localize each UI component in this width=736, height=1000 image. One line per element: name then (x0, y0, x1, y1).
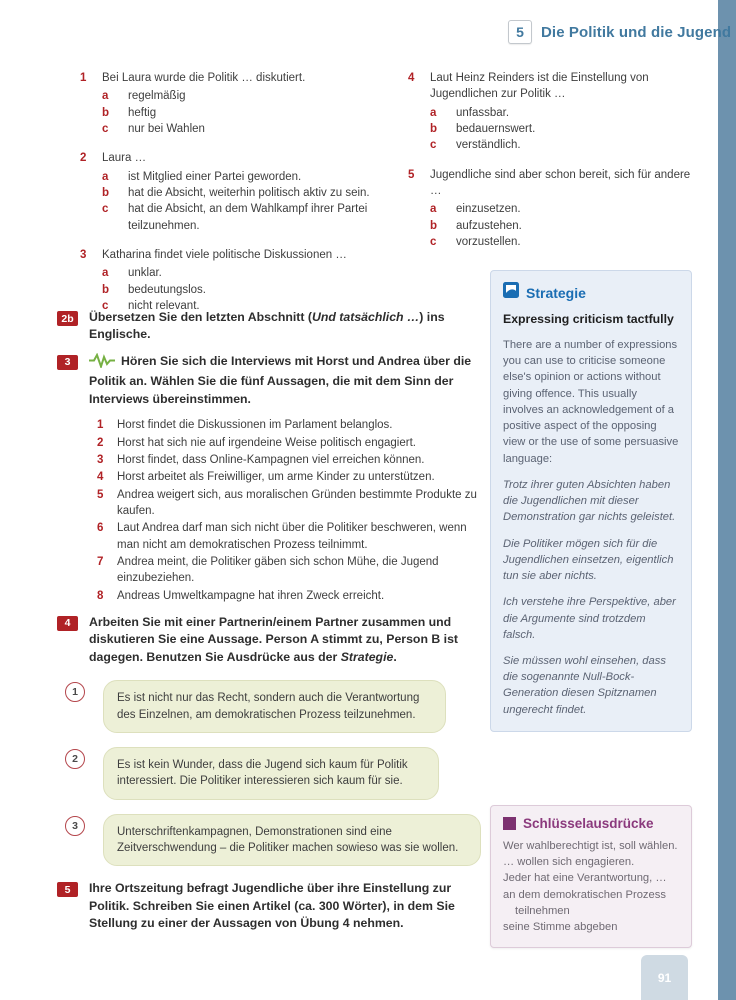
question-number: 5 (408, 168, 415, 181)
key-expression-line: an dem demokratischen Prozess (503, 888, 666, 901)
exercise-badge: 4 (57, 616, 78, 631)
question-2 (80, 150, 408, 234)
question-3 (80, 247, 408, 314)
option-text: nicht relevant. (128, 299, 200, 312)
key-expression-line: teilnehmen (515, 904, 570, 917)
option-a (430, 105, 692, 121)
option-a (102, 265, 408, 281)
instruction-italic: Und tatsächlich … (311, 310, 420, 324)
audio-waveform-icon (89, 353, 115, 373)
option-b (430, 218, 692, 234)
option-text: unfassbar. (456, 106, 510, 119)
option-c (102, 201, 408, 234)
statement-1 (65, 680, 481, 733)
option-text: aufzustehen. (456, 219, 522, 232)
instruction-text: Arbeiten Sie mit einer Partnerin/einem Partner zusammen und diskutieren Sie eine Aussage. Person A stimmt zu, Person B ist dagegen. Benutzen Sie Ausdrücke aus der (89, 614, 459, 664)
exercise-column (57, 309, 481, 942)
instruction-text: . (393, 649, 397, 664)
strategy-box (490, 270, 692, 732)
option-letter: b (102, 283, 110, 296)
strategy-subtitle: Expressing criticism tactfully (503, 312, 674, 326)
option-letter: c (102, 203, 109, 216)
option-letter: a (102, 170, 109, 183)
exercise-instruction (89, 309, 481, 344)
strategy-example: Die Politiker mögen sich für die Jugendlichen einsetzen, eigentlich tun sie aber nichts. (503, 537, 674, 583)
option-text: vorzustellen. (456, 235, 521, 248)
exercise-2b (57, 309, 481, 344)
option-letter: a (430, 203, 437, 216)
option-letter: b (430, 122, 438, 135)
page-number: 91 (641, 955, 688, 1000)
option-b (102, 282, 408, 298)
question-4 (408, 70, 692, 154)
option-a (102, 88, 408, 104)
question-1 (80, 70, 408, 137)
option-letter: c (430, 139, 437, 152)
purple-square-icon (503, 817, 516, 830)
statement-3 (65, 814, 481, 867)
unit-number-badge: 5 (508, 20, 532, 44)
option-letter: a (102, 90, 109, 103)
option-text: heftig (128, 106, 157, 119)
item-number: 5 (97, 488, 104, 501)
speech-bubble: Es ist nicht nur das Recht, sondern auch die Verantwortung des Einzelnen, am demokratischen Prozess teilzunehmen. (103, 680, 446, 733)
item-text: Horst arbeitet als Freiwilliger, um arme Kinder zu unterstützen. (117, 471, 435, 484)
strategy-example: Trotz ihrer guten Absichten haben die Jugendlichen mit dieser Demonstration gar nichts geleistet. (503, 478, 676, 524)
exercise-badge: 5 (57, 882, 78, 897)
option-letter: a (102, 267, 109, 280)
option-c (430, 234, 692, 250)
key-expressions-header (503, 816, 679, 831)
question-number: 1 (80, 72, 87, 84)
exercise-badge: 2b (57, 311, 78, 326)
option-b (430, 121, 692, 137)
statement-number-circle: 3 (65, 816, 85, 836)
item-text: Laut Andrea darf man sich nicht über die Politiker beschweren, wenn man nicht am demokratischen Prozess teilnimmt. (117, 522, 467, 551)
question-number: 2 (80, 152, 87, 165)
page-title: Die Politik und die Jugend (541, 23, 732, 41)
speech-bubble: Es ist kein Wunder, dass die Jugend sich kaum für Politik interessiert. Die Politiker interessieren sich kaum für sie. (103, 747, 439, 800)
option-text: bedauernswert. (456, 122, 536, 135)
instruction-italic: Strategie (340, 649, 394, 664)
list-item (97, 417, 481, 433)
question-text: Laut Heinz Reinders ist die Einstellung von Jugendlichen zur Politik … (430, 72, 649, 101)
list-item (97, 452, 481, 468)
question-text: Laura … (102, 152, 147, 165)
item-number: 7 (97, 555, 104, 568)
key-expressions-title: Schlüsselausdrücke (523, 816, 654, 831)
option-a (430, 201, 692, 217)
option-c (102, 121, 408, 137)
option-text: hat die Absicht, weiterhin politisch aktiv zu sein. (128, 186, 370, 199)
item-text: Horst hat sich nie auf irgendeine Weise politisch engagiert. (117, 436, 416, 449)
exercise-instruction (89, 353, 481, 408)
item-number: 2 (97, 436, 104, 449)
item-text: Horst findet, dass Online-Kampagnen viel erreichen können. (117, 453, 425, 466)
strategy-header (503, 282, 679, 303)
option-letter: b (102, 186, 110, 199)
question-number: 3 (80, 248, 87, 261)
strategy-example: Sie müssen wohl einsehen, dass die sogenannte Null-Bock-Generation diesen Spitznamen ungerecht findet. (503, 654, 666, 716)
option-letter: b (430, 219, 438, 232)
item-text: Andrea weigert sich, aus moralischen Gründen bestimmte Produkte zu kaufen. (117, 488, 477, 517)
page-edge-bar (718, 0, 736, 1000)
option-text: ist Mitglied einer Partei geworden. (128, 170, 302, 183)
statement-number-circle: 1 (65, 682, 85, 702)
option-b (102, 105, 408, 121)
item-number: 1 (97, 419, 104, 432)
instruction-text: ) ins Englische. (89, 310, 445, 342)
strategy-example: Ich verstehe ihre Perspektive, aber die Argumente sind trotzdem falsch. (503, 596, 676, 641)
instruction-text: Übersetzen Sie den letzten Abschnitt ( (89, 310, 312, 324)
exercise-instruction (89, 614, 481, 666)
speech-bubble: Unterschriftenkampagnen, Demonstrationen sind eine Zeitverschwendung – die Politiker machen sowieso was sie wollen. (103, 814, 481, 867)
key-expression-line: seine Stimme abgeben (503, 921, 618, 934)
list-item (97, 520, 481, 553)
strategy-flag-icon (503, 282, 519, 303)
list-item (97, 554, 481, 587)
exercise-5 (57, 880, 481, 932)
option-text: nur bei Wahlen (128, 122, 205, 135)
option-letter: b (102, 106, 110, 119)
listening-statements-list (97, 417, 481, 604)
exercise-4 (57, 614, 481, 666)
quiz-column-left (80, 70, 408, 327)
option-letter: c (102, 299, 109, 312)
strategy-intro: There are a number of expressions you can use to criticise someone else's opinion or actions without giving offence. This usually involves an acknowledgement of a positive aspect of the opposing view or the use of some persuasive language: (503, 338, 679, 465)
key-expression-line: Wer wahlberechtigt ist, soll wählen. (503, 840, 678, 852)
option-text: regelmäßig (128, 90, 186, 103)
question-text: Katharina findet viele politische Diskussionen … (102, 248, 347, 261)
option-a (102, 169, 408, 185)
option-letter: c (102, 122, 109, 135)
question-number: 4 (408, 72, 415, 84)
item-number: 4 (97, 471, 104, 484)
option-letter: c (430, 235, 437, 248)
statement-number-circle: 2 (65, 749, 85, 769)
option-c (430, 137, 692, 153)
statement-2 (65, 747, 481, 800)
item-number: 6 (97, 522, 104, 535)
item-text: Andreas Umweltkampagne hat ihren Zweck erreicht. (117, 589, 385, 602)
key-expression-line: Jeder hat eine Verantwortung, … (503, 872, 667, 885)
option-letter: a (430, 106, 437, 119)
exercise-instruction: Ihre Ortszeitung befragt Jugendliche über ihre Einstellung zur Politik. Schreiben Sie einen Artikel (ca. 300 Wörter), in dem Sie Stellung zu einer der Aussagen von Übung 4 nehmen. (89, 881, 455, 931)
list-item (97, 588, 481, 604)
item-number: 8 (97, 589, 104, 602)
strategy-title: Strategie (526, 284, 586, 301)
option-text: hat die Absicht, an dem Wahlkampf ihrer Partei teilzunehmen. (128, 203, 368, 232)
option-text: bedeutungslos. (128, 283, 207, 296)
item-number: 3 (97, 453, 104, 466)
key-expression-line: … wollen sich engagieren. (503, 856, 635, 869)
option-text: einzusetzen. (456, 203, 521, 216)
key-expressions-box (490, 805, 692, 948)
option-text: unklar. (128, 267, 162, 280)
question-text: Jugendliche sind aber schon bereit, sich für andere … (430, 168, 691, 197)
list-item (97, 487, 481, 520)
discussion-statements (65, 680, 481, 866)
unit-header (508, 20, 731, 44)
question-5 (408, 167, 692, 251)
exercise-badge: 3 (57, 355, 78, 370)
instruction-text: Hören Sie sich die Interviews mit Horst und Andrea über die Politik an. Wählen Sie die fünf Aussagen, die mit dem Sinn der Interviews übereinstimmen. (89, 353, 472, 406)
item-text: Horst findet die Diskussionen im Parlament belanglos. (117, 419, 393, 432)
item-text: Andrea meint, die Politiker gäben sich schon Mühe, die Jugend einzubeziehen. (117, 555, 439, 585)
option-b (102, 185, 408, 201)
question-text: Bei Laura wurde die Politik … diskutiert. (102, 72, 306, 84)
list-item (97, 469, 481, 485)
exercise-3 (57, 353, 481, 408)
option-text: verständlich. (456, 139, 521, 152)
list-item (97, 435, 481, 451)
